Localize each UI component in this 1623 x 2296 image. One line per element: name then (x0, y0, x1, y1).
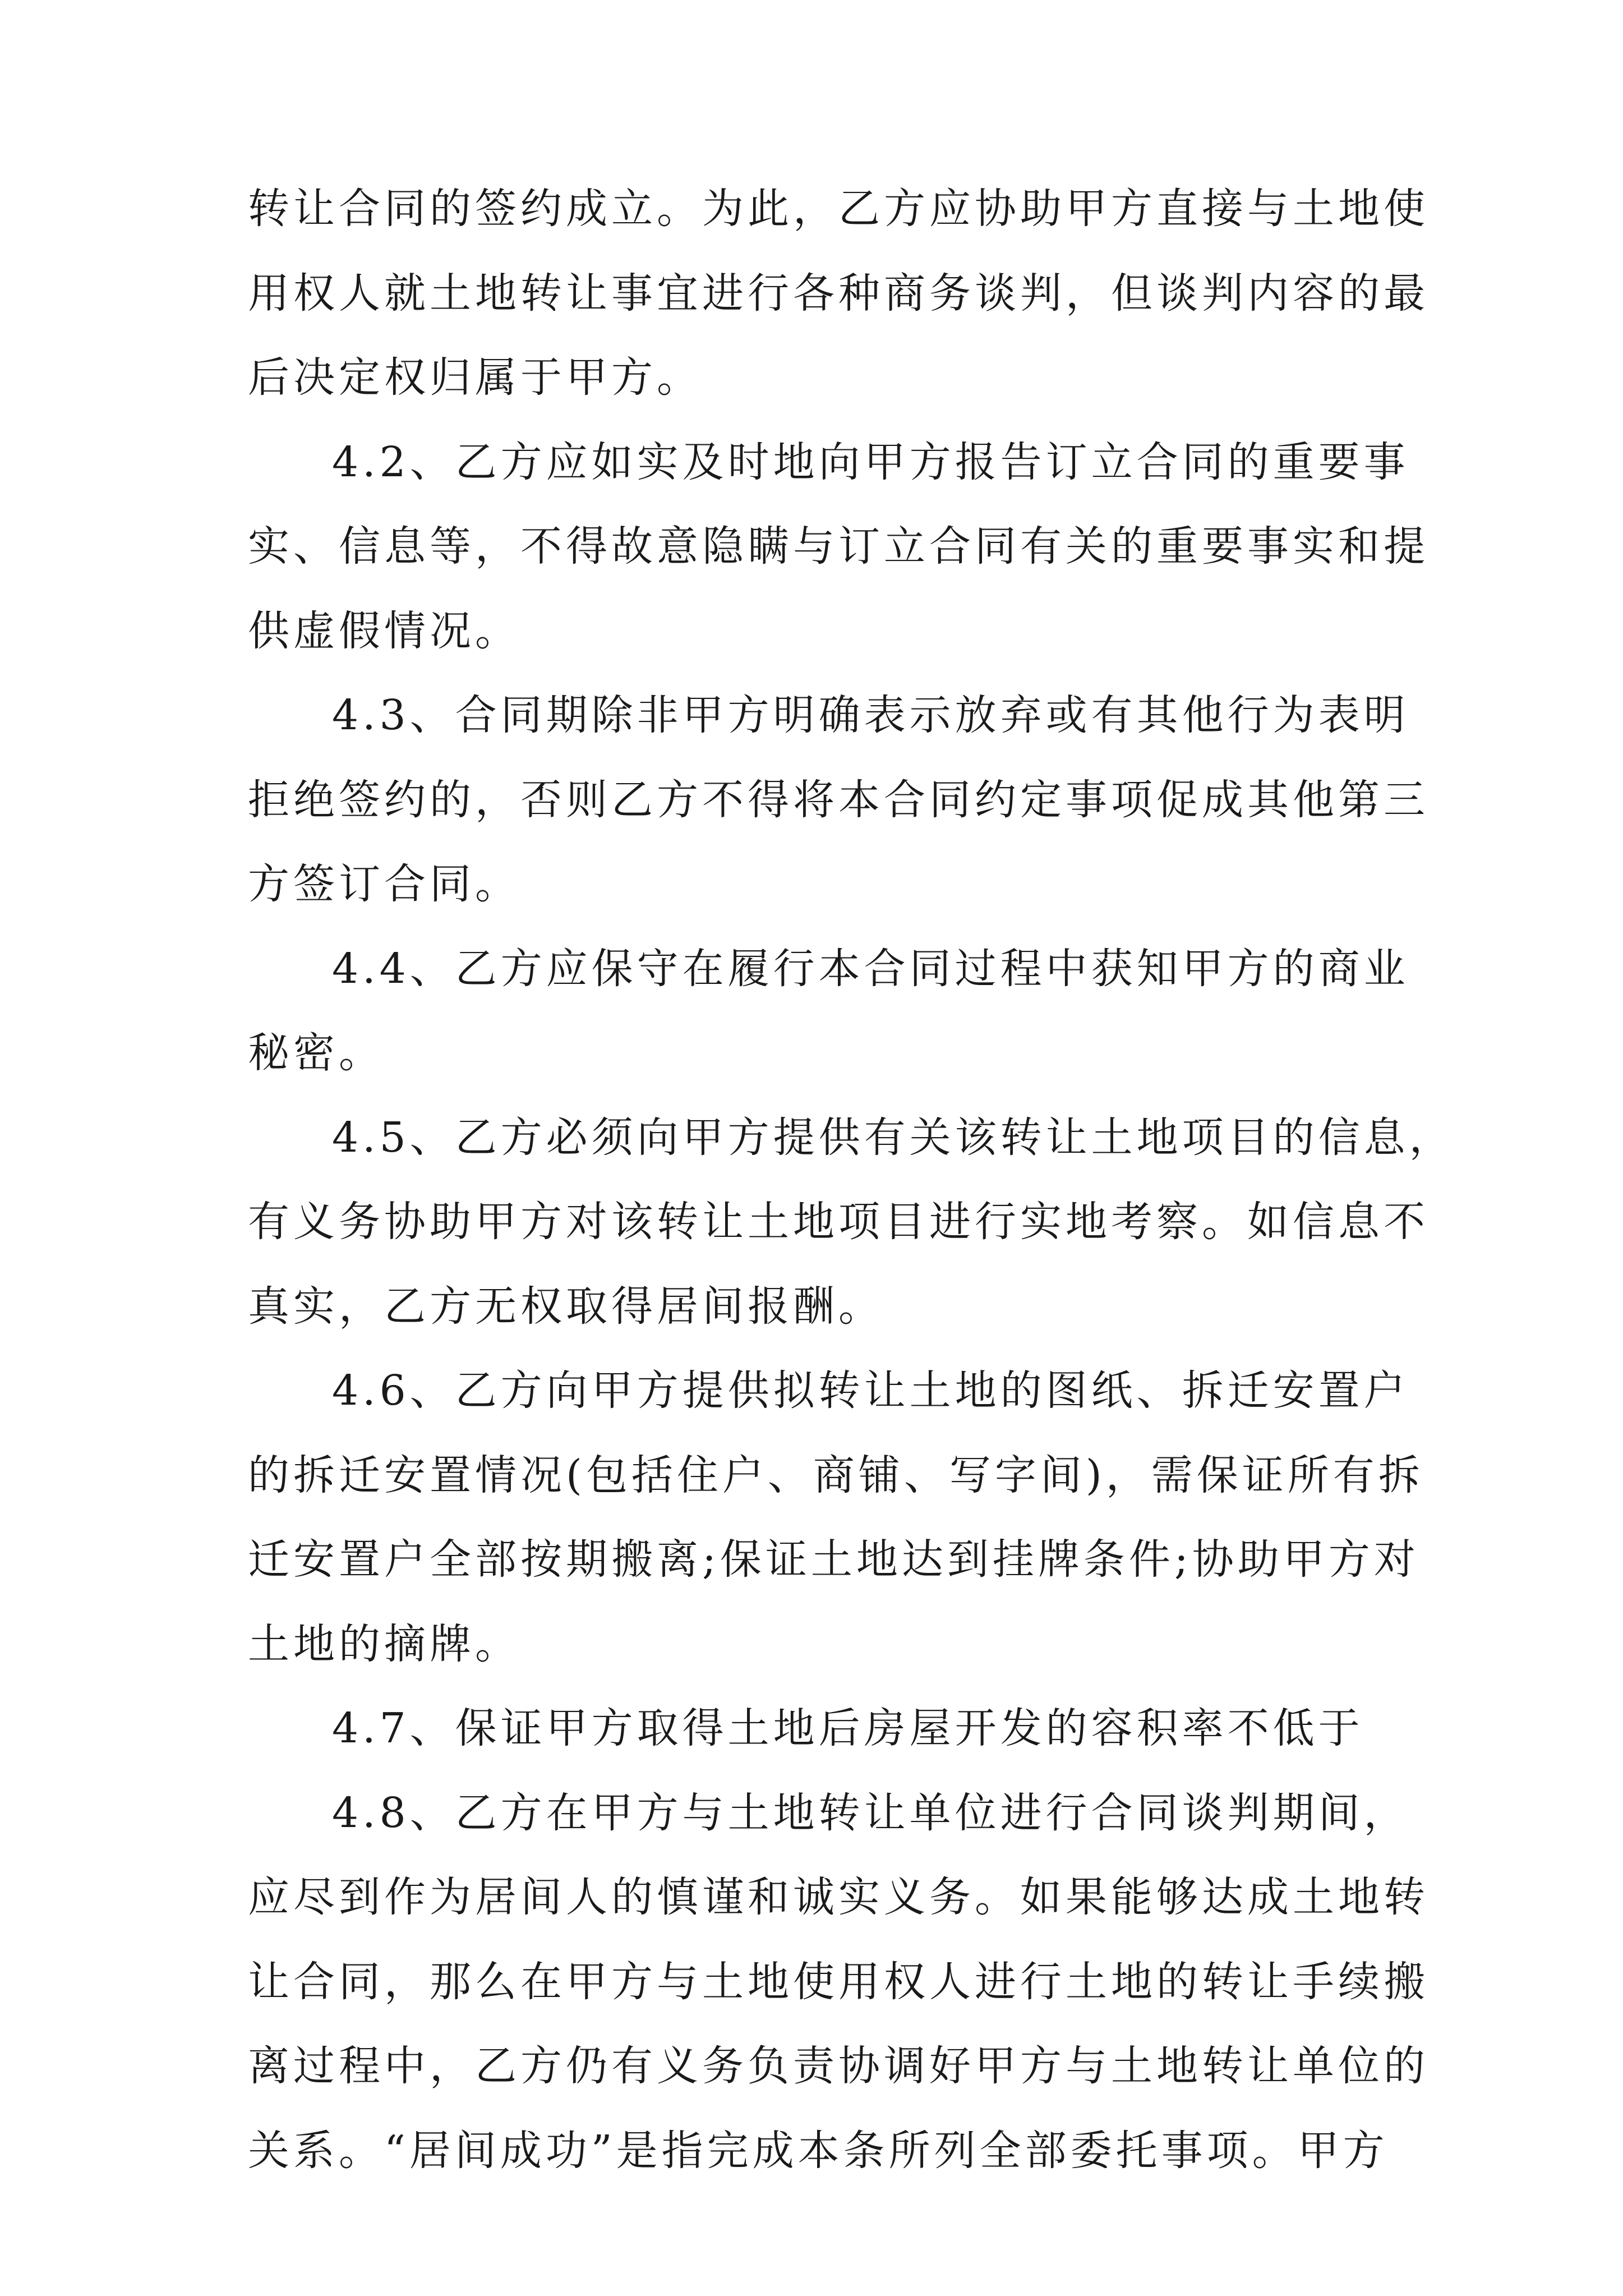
text-line-4: 4.2、乙方应如实及时地向甲方报告订立合同的重要事 (332, 438, 1409, 486)
text-line-14: 真实，乙方无权取得居间报酬。 (248, 1282, 884, 1331)
text-line-16: 的拆迁安置情况(包括住户、商铺、写字间)，需保证所有拆 (248, 1451, 1424, 1499)
text-line-23: 离过程中，乙方仍有义务负责协调好甲方与土地转让单位的 (248, 2042, 1429, 2090)
text-line-19: 4.7、保证甲方取得土地后房屋开发的容积率不低于 (332, 1704, 1364, 1752)
text-line-5: 实、信息等，不得故意隐瞒与订立合同有关的重要事实和提 (248, 522, 1429, 570)
text-line-9: 方签订合同。 (248, 860, 520, 908)
text-line-21: 应尽到作为居间人的慎谨和诚实义务。如果能够达成土地转 (248, 1873, 1429, 1921)
text-line-20: 4.8、乙方在甲方与土地转让单位进行合同谈判期间， (332, 1788, 1409, 1837)
text-line-6: 供虚假情况。 (248, 606, 520, 655)
text-line-1: 转让合同的签约成立。为此，乙方应协助甲方直接与土地使 (248, 185, 1429, 233)
text-line-12: 4.5、乙方必须向甲方提供有关该转让土地项目的信息， (332, 1113, 1455, 1162)
text-line-24: 关系。“居间成功”是指完成本条所列全部委托事项。甲方 (248, 2126, 1389, 2175)
text-line-13: 有义务协助甲方对该转让土地项目进行实地考察。如信息不 (248, 1198, 1429, 1246)
text-line-7: 4.3、合同期除非甲方明确表示放弃或有其他行为表明 (332, 691, 1409, 739)
text-line-17: 迁安置户全部按期搬离;保证土地达到挂牌条件;协助甲方对 (248, 1535, 1419, 1584)
text-line-22: 让合同，那么在甲方与土地使用权人进行土地的转让手续搬 (248, 1957, 1429, 2006)
text-line-2: 用权人就土地转让事宜进行各种商务谈判，但谈判内容的最 (248, 269, 1429, 318)
text-line-11: 秘密。 (248, 1029, 384, 1077)
text-line-10: 4.4、乙方应保守在履行本合同过程中获知甲方的商业 (332, 944, 1409, 993)
text-line-15: 4.6、乙方向甲方提供拟转让土地的图纸、拆迁安置户 (332, 1366, 1409, 1415)
text-line-3: 后决定权归属于甲方。 (248, 353, 702, 402)
text-line-8: 拒绝签约的，否则乙方不得将本合同约定事项促成其他第三 (248, 775, 1429, 824)
text-line-18: 土地的摘牌。 (248, 1619, 520, 1668)
